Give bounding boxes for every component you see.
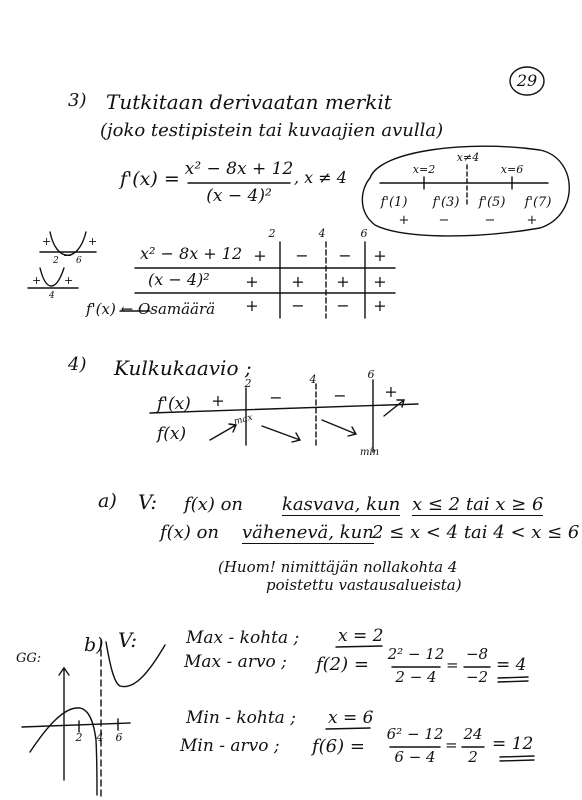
b-mina-label: Min - arvo ;	[180, 736, 280, 756]
parab2-sign-right: +	[64, 274, 74, 287]
table-row1-label: x² − 8x + 12	[140, 244, 243, 263]
bubble-sign-3: −	[438, 213, 450, 228]
a-line2-pre: f(x) on	[160, 522, 220, 543]
mink-ul	[326, 728, 370, 729]
table-head-2: 2	[268, 227, 276, 240]
maxa-ul1	[498, 677, 528, 678]
bubble-x4: x≠4	[456, 151, 480, 164]
a-line1-pre: f(x) on	[184, 494, 244, 515]
a-v: V:	[138, 490, 158, 514]
flow-arrow-down-2	[322, 420, 356, 436]
maxk-ul	[336, 646, 382, 647]
flow-arrow-down-1	[262, 426, 300, 442]
mina-ul2	[500, 760, 534, 761]
table-r1-s1: +	[253, 246, 267, 265]
flow-arrow-up-2	[384, 400, 404, 416]
b-label: b)	[84, 634, 104, 656]
table-r2-s4: +	[373, 272, 387, 291]
parab1-sign-left: +	[42, 235, 52, 248]
graph-tick-label-2: 2	[75, 731, 83, 744]
table-r1-s4: +	[373, 246, 387, 265]
s3-heading-line1: Tutkitaan derivaatan merkit	[106, 90, 392, 114]
maxa-ul2	[498, 681, 528, 682]
b-mink-label: Min - kohta ;	[186, 708, 296, 728]
bubble-test-3: f'(3)	[432, 195, 460, 210]
b-mink-value: x = 6	[328, 708, 374, 728]
flow-arrow-up-1	[210, 424, 236, 440]
table-r1-s3: −	[338, 246, 352, 265]
flow-row1-label: f'(x)	[157, 394, 191, 414]
flow-sign-2: −	[269, 388, 283, 407]
flow-max-label: max	[232, 412, 254, 428]
flow-sign-4: +	[384, 382, 398, 401]
graph-tick-label-6: 6	[115, 731, 123, 744]
table-r3-s3: −	[336, 296, 350, 315]
b-maxa-frac2-num: −8	[465, 645, 489, 663]
bubble-test-5: f'(5)	[478, 195, 506, 210]
page-number: 29	[516, 71, 538, 90]
flow-sign-1: +	[211, 391, 225, 410]
parab2-sign-left: +	[32, 274, 42, 287]
table-row3-label: f'(x) ← Osamäärä	[86, 300, 216, 318]
b-v: V:	[118, 628, 138, 652]
parab2-curve	[40, 268, 64, 286]
bubble-sign-1: +	[398, 213, 410, 228]
s3-heading-line2: (joko testipistein tai kuvaajien avulla)	[100, 120, 444, 141]
flow-head-6: 6	[367, 368, 375, 381]
mina-ul1	[500, 756, 534, 757]
parab1-root-2: 2	[53, 256, 59, 266]
bubble-x2: x=2	[412, 163, 436, 176]
b-gg: GG:	[16, 651, 42, 666]
deriv-condition: , x ≠ 4	[294, 168, 347, 187]
table-r3-s4: +	[373, 296, 387, 315]
bubble-test-7: f'(7)	[524, 195, 552, 210]
table-r2-s1: +	[245, 272, 259, 291]
bubble-x6: x=6	[500, 163, 524, 176]
table-r2-s2: +	[291, 272, 305, 291]
parab1-sign-right: +	[88, 235, 98, 248]
b-mina-result: = 12	[492, 734, 534, 754]
b-maxa-label: Max - arvo ;	[184, 652, 287, 672]
s3-number: 3)	[68, 90, 87, 111]
table-r3-s1: +	[245, 296, 259, 315]
parab1-sign-mid: −	[63, 249, 73, 262]
flow-min-label: min	[360, 447, 380, 458]
b-maxa-frac1-num: 2² − 12	[387, 645, 445, 663]
b-maxa-frac1-den: 2 − 4	[395, 668, 437, 686]
parab2-root-4: 4	[49, 291, 55, 301]
parab1-root-6: 6	[76, 256, 82, 266]
table-head-4: 4	[318, 227, 326, 240]
deriv-numerator: x² − 8x + 12	[184, 159, 294, 179]
bubble-test-1: f'(1)	[380, 195, 408, 210]
flow-head-2: 2	[244, 377, 252, 390]
b-mina-frac1-num: 6² − 12	[386, 725, 444, 743]
flow-head-4: 4	[309, 373, 317, 386]
table-head-6: 6	[360, 227, 368, 240]
a-note-line2: poistettu vastausalueista)	[266, 576, 462, 594]
table-r3-s2: −	[291, 296, 305, 315]
deriv-lhs: f'(x) =	[120, 168, 180, 190]
s4-number: 4)	[68, 354, 87, 375]
a-line2-cond: 2 ≤ x < 4 tai 4 < x ≤ 6	[372, 522, 580, 543]
b-maxa-result: = 4	[496, 655, 527, 675]
b-maxa-eq: f(2) =	[316, 654, 369, 675]
table-row2-label: (x − 4)²	[148, 270, 210, 289]
b-maxa-frac2-den: −2	[465, 668, 489, 686]
a-note-line1: (Huom! nimittäjän nollakohta 4	[218, 558, 458, 576]
a-line1-cond: x ≤ 2 tai x ≥ 6	[412, 494, 544, 515]
b-maxk-value: x = 2	[338, 626, 384, 646]
b-mina-frac2-num: 24	[463, 725, 483, 743]
deriv-denominator: (x − 4)²	[206, 186, 272, 206]
table-r1-s2: −	[295, 246, 309, 265]
flow-sign-3: −	[333, 386, 347, 405]
b-maxa-eq2: =	[446, 656, 459, 674]
flow-row2-label: f(x)	[157, 424, 187, 444]
bubble-sign-7: +	[526, 213, 538, 228]
bubble-sign-5: −	[484, 213, 496, 228]
b-mina-eq2: =	[445, 736, 458, 754]
b-maxk-label: Max - kohta ;	[186, 628, 300, 648]
b-mina-frac2-den: 2	[468, 748, 478, 766]
table-r2-s3: +	[336, 272, 350, 291]
s4-heading: Kulkukaavio ;	[114, 356, 252, 380]
a-line2-vahenev: vähenevä, kun	[242, 522, 374, 543]
b-mina-frac1-den: 6 − 4	[394, 748, 436, 766]
a-line1-kasvava: kasvava, kun	[282, 494, 401, 515]
graph-x-axis	[22, 723, 130, 727]
a-label: a)	[98, 490, 117, 512]
graph-tick-label-4: 4	[96, 731, 104, 744]
b-mina-eq: f(6) =	[312, 736, 365, 757]
